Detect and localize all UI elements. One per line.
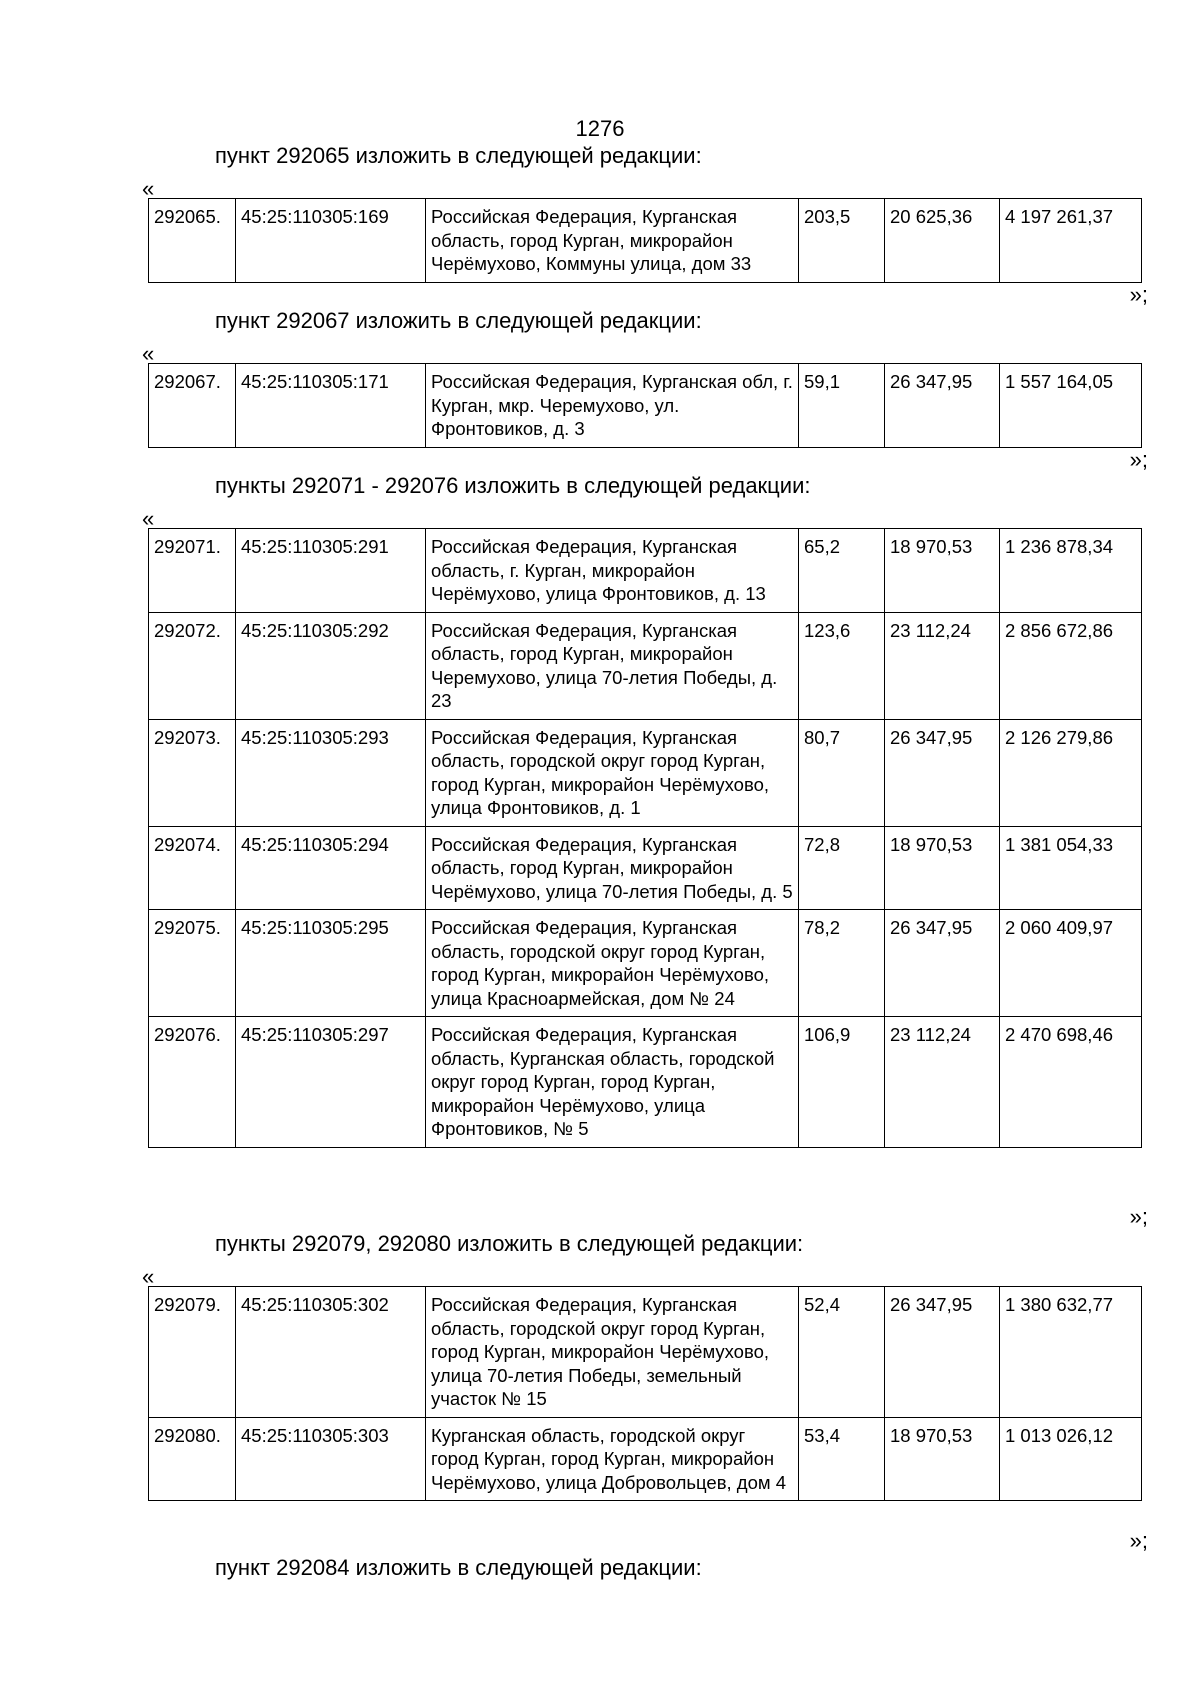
address: Российская Федерация, Курганская область, город Курган, микрорайон Черемухово, улица 70-летия Победы, д. 23 <box>426 612 799 719</box>
address: Российская Федерация, Курганская область, г. Курган, микрорайон Черёмухово, улица Фронтовиков, д. 13 <box>426 529 799 613</box>
price: 26 347,95 <box>885 910 1000 1017</box>
price: 26 347,95 <box>885 719 1000 826</box>
row-number: 292079. <box>149 1287 236 1418</box>
cadastral-number: 45:25:110305:303 <box>236 1417 426 1501</box>
open-quote: « <box>142 341 155 366</box>
total: 2 856 672,86 <box>1000 612 1142 719</box>
table-row <box>149 1417 1142 1501</box>
table-row <box>149 364 1142 448</box>
table-row <box>149 199 1142 283</box>
area: 52,4 <box>799 1287 885 1418</box>
close-quote: »; <box>1129 1528 1148 1553</box>
cadastral-number: 45:25:110305:171 <box>236 364 426 448</box>
price: 23 112,24 <box>885 612 1000 719</box>
row-number: 292065. <box>149 199 236 283</box>
row-number: 292074. <box>149 826 236 910</box>
total: 1 013 026,12 <box>1000 1417 1142 1501</box>
address: Российская Федерация, Курганская область, Курганская область, городской округ город Курган, город Курган, микрорайон Черёмухово, улица Фронтовиков, № 5 <box>426 1017 799 1148</box>
table-row <box>149 1287 1142 1418</box>
cadastral-number: 45:25:110305:291 <box>236 529 426 613</box>
table-row <box>149 529 1142 613</box>
area: 106,9 <box>799 1017 885 1148</box>
price: 18 970,53 <box>885 529 1000 613</box>
section-heading: пункты 292071 - 292076 изложить в следующей редакции: <box>215 473 811 498</box>
section-heading: пункт 292084 изложить в следующей редакции: <box>215 1555 702 1580</box>
area: 78,2 <box>799 910 885 1017</box>
price: 18 970,53 <box>885 1417 1000 1501</box>
price: 23 112,24 <box>885 1017 1000 1148</box>
amendment-table <box>148 363 1142 448</box>
area: 53,4 <box>799 1417 885 1501</box>
area: 65,2 <box>799 529 885 613</box>
cadastral-number: 45:25:110305:295 <box>236 910 426 1017</box>
area: 123,6 <box>799 612 885 719</box>
close-quote: »; <box>1129 1204 1148 1229</box>
cadastral-number: 45:25:110305:297 <box>236 1017 426 1148</box>
area: 72,8 <box>799 826 885 910</box>
total: 2 470 698,46 <box>1000 1017 1142 1148</box>
address: Российская Федерация, Курганская область, город Курган, микрорайон Черёмухово, улица 70-летия Победы, д. 5 <box>426 826 799 910</box>
row-number: 292075. <box>149 910 236 1017</box>
cadastral-number: 45:25:110305:302 <box>236 1287 426 1418</box>
amendment-table <box>148 198 1142 283</box>
row-number: 292076. <box>149 1017 236 1148</box>
cadastral-number: 45:25:110305:294 <box>236 826 426 910</box>
section-heading: пункты 292079, 292080 изложить в следующей редакции: <box>215 1231 804 1256</box>
address: Курганская область, городской округ город Курган, город Курган, микрорайон Черёмухово, улица Добровольцев, дом 4 <box>426 1417 799 1501</box>
price: 20 625,36 <box>885 199 1000 283</box>
total: 2 060 409,97 <box>1000 910 1142 1017</box>
row-number: 292067. <box>149 364 236 448</box>
area: 80,7 <box>799 719 885 826</box>
table-row <box>149 910 1142 1017</box>
cadastral-number: 45:25:110305:293 <box>236 719 426 826</box>
address: Российская Федерация, Курганская обл, г. Курган, мкр. Черемухово, ул. Фронтовиков, д. 3 <box>426 364 799 448</box>
open-quote: « <box>142 1264 155 1289</box>
amendment-table <box>148 1286 1142 1501</box>
cadastral-number: 45:25:110305:169 <box>236 199 426 283</box>
total: 4 197 261,37 <box>1000 199 1142 283</box>
price: 26 347,95 <box>885 1287 1000 1418</box>
area: 59,1 <box>799 364 885 448</box>
total: 2 126 279,86 <box>1000 719 1142 826</box>
total: 1 381 054,33 <box>1000 826 1142 910</box>
row-number: 292072. <box>149 612 236 719</box>
total: 1 236 878,34 <box>1000 529 1142 613</box>
cadastral-number: 45:25:110305:292 <box>236 612 426 719</box>
area: 203,5 <box>799 199 885 283</box>
address: Российская Федерация, Курганская область, городской округ город Курган, город Курган, микрорайон Черёмухово, улица Фронтовиков, д. 1 <box>426 719 799 826</box>
total: 1 557 164,05 <box>1000 364 1142 448</box>
page-number: 1276 <box>575 116 625 141</box>
close-quote: »; <box>1129 447 1148 472</box>
row-number: 292073. <box>149 719 236 826</box>
price: 18 970,53 <box>885 826 1000 910</box>
open-quote: « <box>142 176 155 201</box>
table-row <box>149 612 1142 719</box>
address: Российская Федерация, Курганская область, город Курган, микрорайон Черёмухово, Коммуны улица, дом 33 <box>426 199 799 283</box>
section-heading: пункт 292067 изложить в следующей редакции: <box>215 308 702 333</box>
row-number: 292071. <box>149 529 236 613</box>
table-row <box>149 826 1142 910</box>
address: Российская Федерация, Курганская область, городской округ город Курган, город Курган, микрорайон Черёмухово, улица Красноармейская, дом № 24 <box>426 910 799 1017</box>
section-heading: пункт 292065 изложить в следующей редакции: <box>215 143 702 168</box>
row-number: 292080. <box>149 1417 236 1501</box>
amendment-table <box>148 528 1142 1148</box>
table-row <box>149 719 1142 826</box>
total: 1 380 632,77 <box>1000 1287 1142 1418</box>
open-quote: « <box>142 506 155 531</box>
price: 26 347,95 <box>885 364 1000 448</box>
address: Российская Федерация, Курганская область, городской округ город Курган, город Курган, микрорайон Черёмухово, улица 70-летия Победы, земельный участок № 15 <box>426 1287 799 1418</box>
close-quote: »; <box>1129 282 1148 307</box>
table-row <box>149 1017 1142 1148</box>
